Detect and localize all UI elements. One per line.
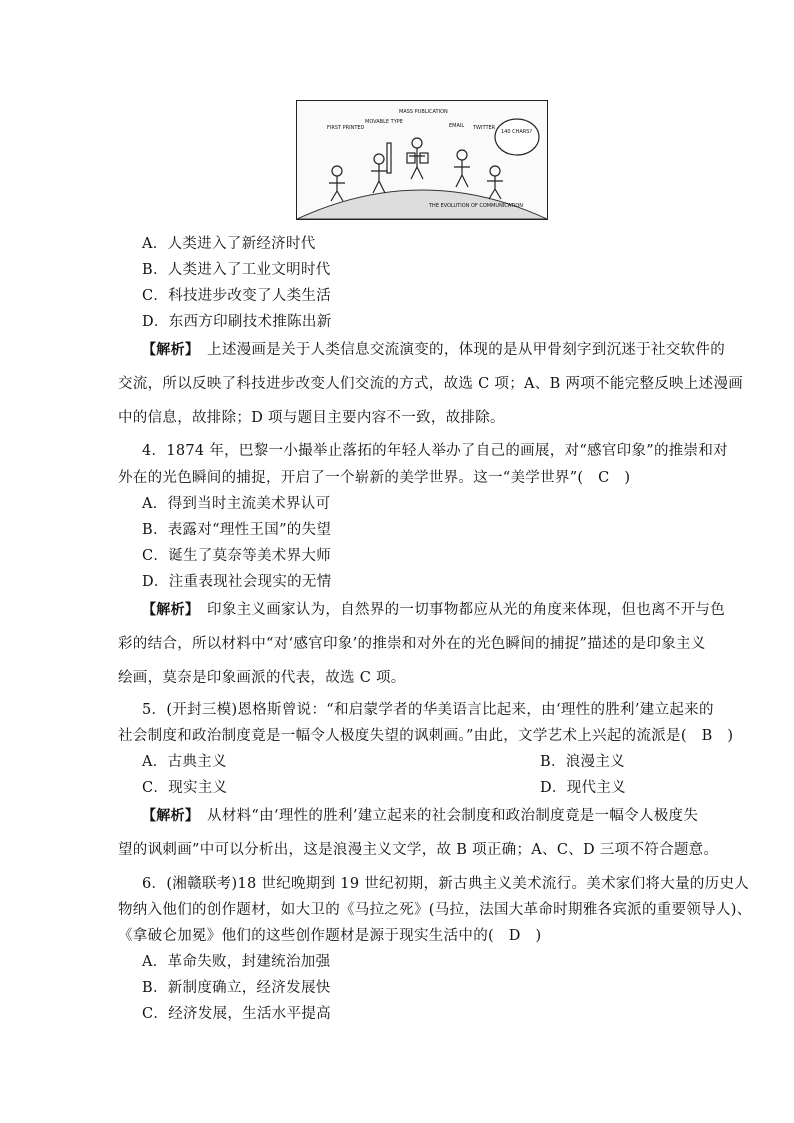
q4-stem-line2: 外在的光色瞬间的捕捉，开启了一个崭新的美学世界。这一“美学世界”( C ) <box>118 470 631 486</box>
q3-analysis-text1: 上述漫画是关于人类信息交流演变的，体现的是从甲骨刻字到沉迷于社交软件的 <box>207 342 726 358</box>
q6-option-c: C．经济发展，生活水平提高 <box>142 1006 331 1022</box>
q4-stem-line1: 4．1874 年，巴黎一小撮举止落拓的年轻人举办了自己的画展，对“感官印象”的推崇和对 <box>142 443 728 459</box>
cartoon-label-mass: MASS PUBLICATION <box>399 109 448 115</box>
q6-option-b: B．新制度确立，经济发展快 <box>142 980 331 996</box>
q5-option-b: B．浪漫主义 <box>540 754 625 770</box>
q6-stem-line1: 6．(湘赣联考)18 世纪晚期到 19 世纪初期，新古典主义美术流行。美术家们将大量的历史人 <box>142 876 750 892</box>
q3-analysis-line2: 交流，所以反映了科技进步改变人们交流的方式，故选 C 项；A、B 两项不能完整反映上述漫画 <box>118 376 744 392</box>
q5-analysis-text1: 从材料“由‘理性的胜利’建立起来的社会制度和政治制度竟是一幅令人极度失 <box>207 808 699 824</box>
q5-option-row1 <box>142 752 722 772</box>
q5-option-c: C．现实主义 <box>142 780 228 796</box>
q5-analysis-line1 <box>118 806 698 826</box>
q3-option-a: A．人类进入了新经济时代 <box>142 236 316 252</box>
q4-option-c: C．诞生了莫奈等美术界大师 <box>142 548 331 564</box>
q4-option-b: B．表露对“理性王国”的失望 <box>142 522 332 538</box>
cartoon-label-movable: MOVABLE TYPE <box>365 119 403 125</box>
cartoon-label-email: EMAIL <box>449 123 465 129</box>
q3-option-d: D．东西方印刷技术推陈出新 <box>142 314 332 330</box>
analysis-tag: 【解析】 <box>142 602 193 618</box>
q3-option-b: B．人类进入了工业文明时代 <box>142 262 331 278</box>
communication-cartoon <box>296 100 548 220</box>
q3-option-c: C．科技进步改变了人类生活 <box>142 288 331 304</box>
q5-option-d: D．现代主义 <box>540 780 626 796</box>
q4-analysis-line3: 绘画，莫奈是印象画派的代表，故选 C 项。 <box>118 670 406 686</box>
q5-stem-line2: 社会制度和政治制度竟是一幅令人极度失望的讽刺画。”由此，文学艺术上兴起的流派是( B ) <box>118 728 734 744</box>
analysis-tag: 【解析】 <box>142 342 193 358</box>
cartoon-label-twitter: TWITTER <box>473 125 496 131</box>
q5-stem-line1: 5．(开封三模)恩格斯曾说：“和启蒙学者的华美语言比起来，由‘理性的胜利’建立起来的 <box>142 702 714 718</box>
q4-option-d: D．注重表现社会现实的无情 <box>142 574 332 590</box>
q5-option-a: A．古典主义 <box>142 754 227 770</box>
q6-option-a: A．革命失败，封建统治加强 <box>142 954 331 970</box>
q4-analysis-text1: 印象主义画家认为，自然界的一切事物都应从光的角度来体现，但也离不开与色 <box>207 602 726 618</box>
q4-analysis-line1 <box>118 600 726 620</box>
q5-analysis-line2: 望的讽刺画”中可以分析出，这是浪漫主义文学，故 B 项正确；A、C、D 三项不符合题意。 <box>118 842 719 858</box>
cartoon-label-bubble: 140 CHARS? <box>501 129 533 135</box>
cartoon-caption: THE EVOLUTION OF COMMUNICATION <box>429 203 524 209</box>
analysis-tag: 【解析】 <box>142 808 193 824</box>
q6-stem-line2: 物纳入他们的创作题材，如大卫的《马拉之死》(马拉，法国大革命时期雅各宾派的重要领导人)、 <box>118 902 752 918</box>
q5-option-row2 <box>142 778 722 798</box>
cartoon-label-first: FIRST PRINTED <box>327 125 365 131</box>
q4-option-a: A．得到当时主流美术界认可 <box>142 496 331 512</box>
q3-analysis-line3: 中的信息，故排除；D 项与题目主要内容不一致，故排除。 <box>118 410 505 426</box>
q6-stem-line3: 《拿破仑加冕》他们的这些创作题材是源于现实生活中的( D ) <box>118 928 542 944</box>
q4-analysis-line2: 彩的结合，所以材料中“对‘感官印象’的推崇和对外在的光色瞬间的捕捉”描述的是印象主义 <box>118 636 706 652</box>
q3-analysis-line1 <box>118 340 726 360</box>
